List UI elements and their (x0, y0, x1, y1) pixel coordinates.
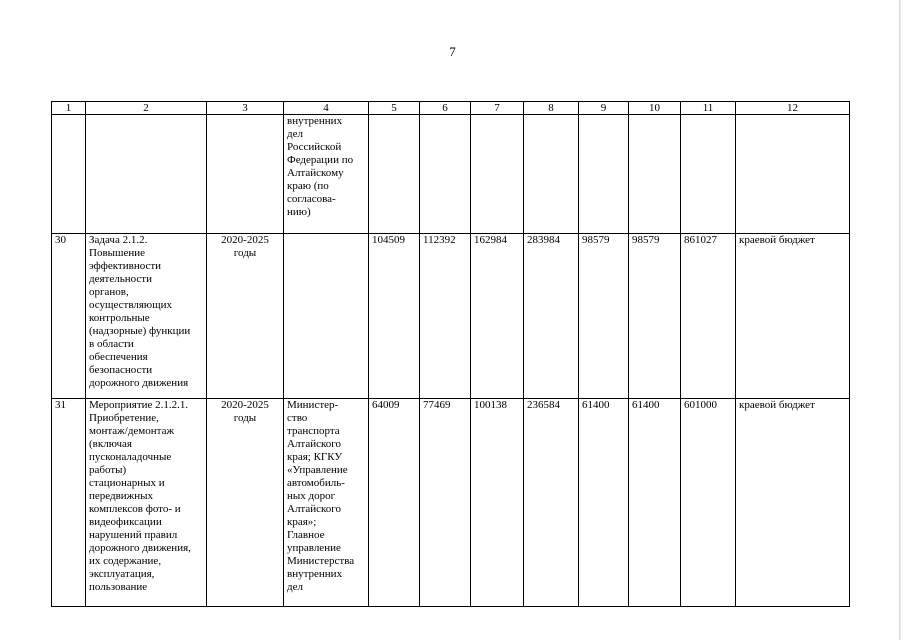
table-row (52, 115, 850, 234)
row-value (420, 115, 471, 234)
page-number: 7 (449, 44, 456, 59)
row-value: 98579 (629, 234, 681, 399)
col-header: 4 (284, 102, 369, 115)
row-number: 30 (52, 234, 86, 399)
row-value: 283984 (524, 234, 579, 399)
table-row (52, 234, 850, 399)
row-value: 98579 (579, 234, 629, 399)
row-number: 31 (52, 399, 86, 607)
row-name (86, 115, 207, 234)
row-value: 61400 (629, 399, 681, 607)
col-header: 11 (681, 102, 736, 115)
row-number (52, 115, 86, 234)
row-value: 112392 (420, 234, 471, 399)
row-value: 100138 (471, 399, 524, 607)
row-value (524, 115, 579, 234)
row-value (471, 115, 524, 234)
col-header: 12 (736, 102, 850, 115)
row-value (579, 115, 629, 234)
program-table (51, 101, 850, 607)
col-header: 9 (579, 102, 629, 115)
row-name: Мероприятие 2.1.2.1. Приобретение, монтаж/демонтаж (включая пусконаладочные работы) стационарных и передвижных комплексов фото- и видеофиксации нарушений правил дорожного движения, их содержание, эксплуатация, пользование (86, 399, 207, 607)
table-row (52, 399, 850, 607)
row-source: краевой бюджет (736, 399, 850, 607)
row-value: 236584 (524, 399, 579, 607)
page-edge (899, 0, 901, 640)
row-value (369, 115, 420, 234)
row-total: 601000 (681, 399, 736, 607)
col-header: 1 (52, 102, 86, 115)
table-header-row (52, 102, 850, 115)
row-value: 77469 (420, 399, 471, 607)
col-header: 7 (471, 102, 524, 115)
row-total (681, 115, 736, 234)
row-executor: внутренних дел Российской Федерации по Алтайскому краю (по согласова- нию) (284, 115, 369, 234)
col-header: 3 (207, 102, 284, 115)
row-total: 861027 (681, 234, 736, 399)
row-source (736, 115, 850, 234)
col-header: 6 (420, 102, 471, 115)
row-name: Задача 2.1.2. Повышение эффективности деятельности органов, осуществляющих контрольные (надзорные) функции в области обеспечения безопасности дорожного движения (86, 234, 207, 399)
col-header: 2 (86, 102, 207, 115)
col-header: 8 (524, 102, 579, 115)
row-value: 162984 (471, 234, 524, 399)
row-executor: Министер- ство транспорта Алтайского края; КГКУ «Управление автомобиль- ных дорог Алтайского края»; Главное управление Министерства внутренних дел (284, 399, 369, 607)
row-value (629, 115, 681, 234)
row-value: 61400 (579, 399, 629, 607)
row-value: 104509 (369, 234, 420, 399)
row-executor (284, 234, 369, 399)
col-header: 5 (369, 102, 420, 115)
row-period: 2020-2025 годы (207, 234, 284, 399)
col-header: 10 (629, 102, 681, 115)
row-source: краевой бюджет (736, 234, 850, 399)
row-period: 2020-2025 годы (207, 399, 284, 607)
row-period (207, 115, 284, 234)
row-value: 64009 (369, 399, 420, 607)
